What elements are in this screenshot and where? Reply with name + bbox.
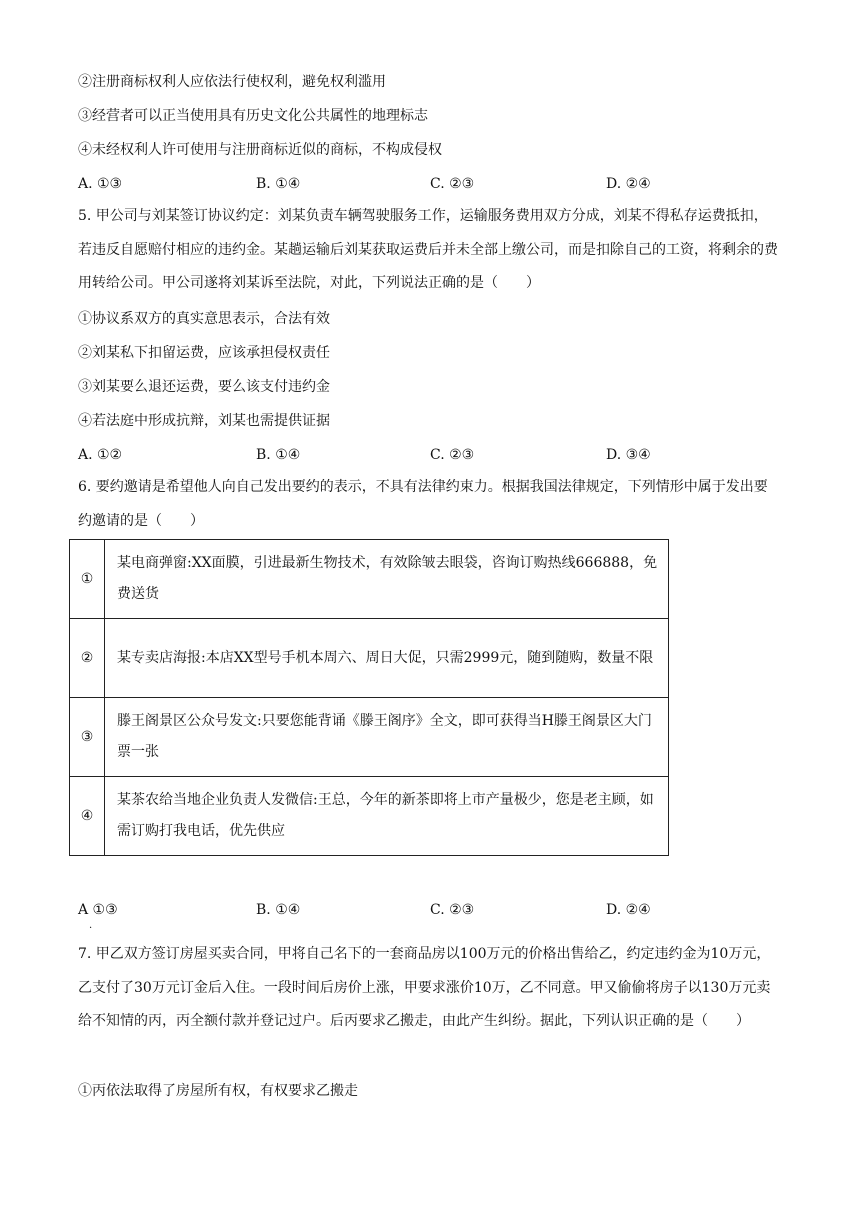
q5-options [78, 445, 698, 465]
q4-statement-3: ③经营者可以正当使用具有历史文化公共属性的地理标志 [78, 108, 428, 124]
q6-options [78, 900, 698, 920]
q5-option-c[interactable]: C. ②③ [430, 447, 475, 463]
q6-scenario-table [69, 539, 669, 856]
q5-option-b[interactable]: B. ①④ [256, 447, 301, 463]
q5-statement-2: ②刘某私下扣留运费，应该承担侵权责任 [78, 345, 330, 361]
row-text: 某电商弹窗:XX面膜，引进最新生物技术，有效除皱去眼袋，咨询订购热线666888，免费送货 [105, 540, 669, 619]
q5-option-d[interactable]: D. ③④ [606, 447, 651, 463]
row-text: 某茶农给当地企业负责人发微信:王总，今年的新茶即将上市产量极少，您是老主顾，如需订购打我电话，优先供应 [105, 777, 669, 856]
row-number: ① [70, 540, 105, 619]
q6-stem: 6. 要约邀请是希望他人向自己发出要约的表示，不具有法律约束力。根据我国法律规定，下列情形中属于发出要约邀请的是（ ） [78, 479, 768, 529]
stray-dot: . [89, 920, 93, 931]
table-row [70, 777, 669, 856]
q6-option-a[interactable]: A ①③ [78, 902, 118, 918]
row-text: 某专卖店海报:本店XX型号手机本周六、周日大促，只需2999元，随到随购，数量不限 [105, 619, 669, 698]
q7-stem: 7. 甲乙双方签订房屋买卖合同，甲将自己名下的一套商品房以100万元的价格出售给乙，约定违约金为10万元，乙支付了30万元订金后入住。一段时间后房价上涨，甲要求涨价10万，乙不同意。甲又偷偷将房子以130万元卖给不知情的丙，丙全额付款并登记过户。后丙要求乙搬走，由此产生纠纷。据此，下列认识正确的是（ ） [78, 946, 771, 1029]
q5-stem: 5. 甲公司与刘某签订协议约定：刘某负责车辆驾驶服务工作，运输服务费用双方分成，刘某不得私存运费抵扣，若违反自愿赔付相应的违约金。某趟运输后刘某获取运费后并未全部上缴公司，而是扣除自己的工资，将剩余的费用转给公司。甲公司遂将刘某诉至法院，对此，下列说法正确的是（ ） [78, 208, 778, 291]
q4-statement-2: ②注册商标权利人应依法行使权利，避免权利滥用 [78, 74, 386, 90]
row-text: 滕王阁景区公众号发文:只要您能背诵《滕王阁序》全文，即可获得当H滕王阁景区大门票一张 [105, 698, 669, 777]
q5-statement-3: ③刘某要么退还运费，要么该支付违约金 [78, 379, 330, 395]
q5-option-a[interactable]: A. ①② [78, 447, 123, 463]
q4-option-a[interactable]: A. ①③ [78, 176, 123, 192]
q4-option-d[interactable]: D. ②④ [606, 176, 651, 192]
q4-option-c[interactable]: C. ②③ [430, 176, 475, 192]
table-row [70, 619, 669, 698]
row-number: ② [70, 619, 105, 698]
q5-statement-4: ④若法庭中形成抗辩，刘某也需提供证据 [78, 413, 330, 429]
q4-statement-4: ④未经权利人许可使用与注册商标近似的商标，不构成侵权 [78, 142, 442, 158]
q4-options [78, 174, 698, 194]
table-row [70, 540, 669, 619]
q5-statement-1: ①协议系双方的真实意思表示，合法有效 [78, 311, 330, 327]
q7-statement-1: ①丙依法取得了房屋所有权，有权要求乙搬走 [78, 1083, 358, 1099]
table-row [70, 698, 669, 777]
q6-option-d[interactable]: D. ②④ [606, 902, 651, 918]
q6-option-b[interactable]: B. ①④ [256, 902, 301, 918]
q4-option-b[interactable]: B. ①④ [256, 176, 301, 192]
q6-option-c[interactable]: C. ②③ [430, 902, 475, 918]
row-number: ③ [70, 698, 105, 777]
row-number: ④ [70, 777, 105, 856]
